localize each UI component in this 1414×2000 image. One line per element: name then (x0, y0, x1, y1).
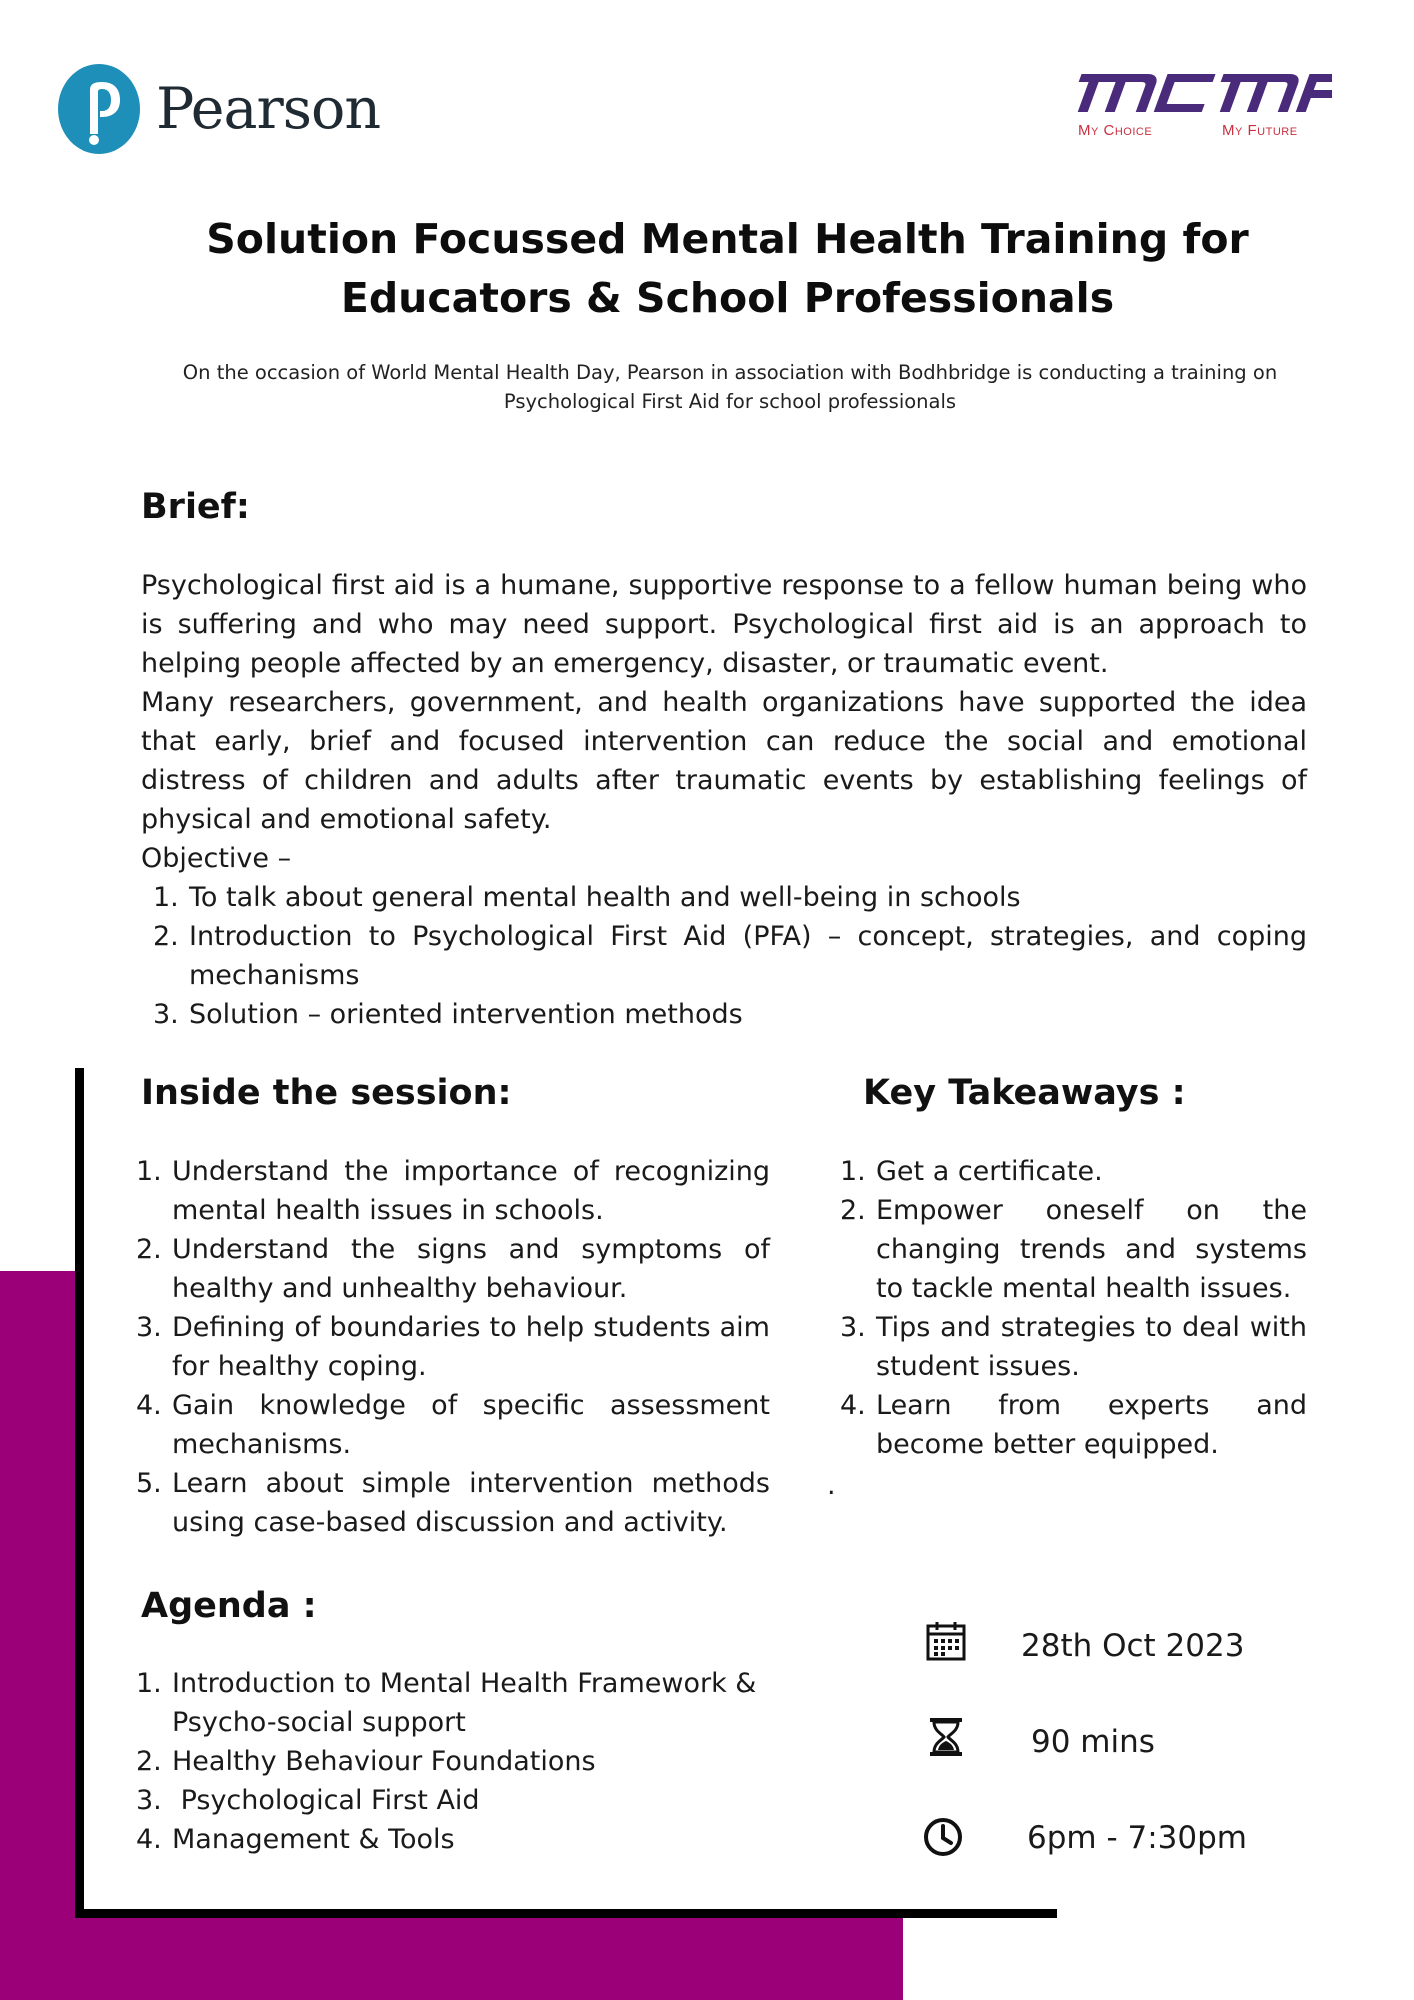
list-item-number: 3. (840, 1312, 866, 1343)
event-duration: 90 mins (1031, 1724, 1155, 1760)
list-item (136, 1781, 792, 1820)
objective-label: Objective – (141, 843, 292, 874)
list-item (136, 1820, 792, 1859)
list-item-number: 4. (136, 1824, 162, 1855)
list-item-text: Understand the signs and symptoms of healthy and unhealthy behaviour. (172, 1234, 770, 1304)
clock-icon (922, 1816, 964, 1858)
objective-list (141, 878, 1307, 1034)
session-heading: Inside the session: (141, 1073, 512, 1113)
list-item-text: To talk about general mental health and well-being in schools (189, 882, 1021, 913)
subtitle-line-1: On the occasion of World Mental Health Day, Pearson in association with Bodhbridge is conducting a training on (182, 361, 1278, 384)
list-item-text: Gain knowledge of specific assessment mechanisms. (172, 1390, 770, 1460)
list-item-number: 2. (136, 1746, 162, 1777)
list-item-number: 3. (136, 1312, 162, 1343)
takeaways-heading: Key Takeaways : (863, 1073, 1186, 1113)
list-item (840, 1191, 1307, 1308)
list-item-text: Learn about simple intervention methods using case-based discussion and activity. (172, 1468, 770, 1538)
list-item (840, 1308, 1307, 1386)
event-time: 6pm - 7:30pm (1027, 1820, 1247, 1856)
frame-left-border (75, 1068, 84, 1918)
brief-paragraph-1: Psychological first aid is a humane, supportive response to a fellow human being who is suffering and who may need support. Psychological first aid is an approach to helping people affected by an emergency, disaster, or traumatic event. (141, 570, 1307, 679)
agenda-heading: Agenda : (141, 1586, 317, 1626)
list-item-text: Healthy Behaviour Foundations (172, 1746, 596, 1777)
stray-period: . (827, 1470, 836, 1501)
list-item-text: Get a certificate. (876, 1156, 1103, 1187)
list-item-number: 5. (136, 1468, 162, 1499)
list-item-number: 2. (136, 1234, 162, 1265)
list-item (136, 1742, 792, 1781)
list-item-text: Learn from experts and become better equipped. (876, 1390, 1307, 1460)
list-item-number: 1. (136, 1156, 162, 1187)
subtitle-line-2: Psychological First Aid for school professionals (503, 390, 957, 413)
list-item (840, 1386, 1307, 1464)
page-subtitle (150, 358, 1310, 416)
brief-heading: Brief: (141, 487, 250, 527)
agenda-list (136, 1664, 792, 1859)
brief-paragraph-2: Many researchers, government, and health organizations have supported the idea that early, brief and focused intervention can reduce the social and emotional distress of children and adults after traumatic events by establishing feelings of physical and emotional safety. (141, 687, 1307, 835)
list-item-text: Empower oneself on the changing trends and systems to tackle mental health issues. (876, 1195, 1307, 1304)
list-item-text: Defining of boundaries to help students aim for healthy coping. (172, 1312, 770, 1382)
list-item-text: Solution – oriented intervention methods (189, 999, 743, 1030)
takeaways-list (840, 1152, 1307, 1464)
calendar-icon (925, 1620, 967, 1662)
list-item-number: 2. (153, 921, 179, 952)
mcmf-logo-icon (1057, 70, 1332, 112)
brief-section (141, 566, 1307, 1034)
list-item-text: Management & Tools (172, 1824, 455, 1855)
list-item-number: 4. (136, 1390, 162, 1421)
list-item (136, 1664, 792, 1742)
list-item (136, 1152, 770, 1230)
list-item-text: Introduction to Mental Health Framework & Psycho-social support (172, 1668, 757, 1738)
list-item-number: 2. (840, 1195, 866, 1226)
list-item-text: Introduction to Psychological First Aid (PFA) – concept, strategies, and coping mechanisms (189, 921, 1307, 991)
hourglass-icon (925, 1716, 967, 1758)
list-item-text: Tips and strategies to deal with student issues. (876, 1312, 1307, 1382)
title-line-2: Educators & School Professionals (340, 274, 1115, 322)
list-item-number: 3. (153, 999, 179, 1030)
event-date: 28th Oct 2023 (1021, 1628, 1245, 1664)
list-item-text: Understand the importance of recognizing mental health issues in schools. (172, 1156, 770, 1226)
session-list (136, 1152, 770, 1542)
mcmf-tagline-my-future: My Future (1222, 122, 1298, 139)
list-item-number: 4. (840, 1390, 866, 1421)
mcmf-tagline-my-choice: My Choice (1078, 122, 1153, 139)
pearson-wordmark: Pearson (156, 76, 381, 142)
list-item (136, 1230, 770, 1308)
list-item-text: Psychological First Aid (172, 1785, 480, 1816)
pearson-logo-icon (58, 64, 140, 154)
frame-bottom-border (75, 1909, 1057, 1918)
title-line-1: Solution Focussed Mental Health Training for (206, 215, 1249, 263)
list-item-number: 1. (153, 882, 179, 913)
list-item (136, 1464, 770, 1542)
list-item (136, 1386, 770, 1464)
list-item (136, 1308, 770, 1386)
list-item-number: 1. (136, 1668, 162, 1699)
list-item-number: 1. (840, 1156, 866, 1187)
list-item-number: 3. (136, 1785, 162, 1816)
list-item (153, 995, 1307, 1034)
list-item (840, 1152, 1307, 1191)
list-item (153, 878, 1307, 917)
page-title (140, 210, 1315, 328)
list-item (153, 917, 1307, 995)
